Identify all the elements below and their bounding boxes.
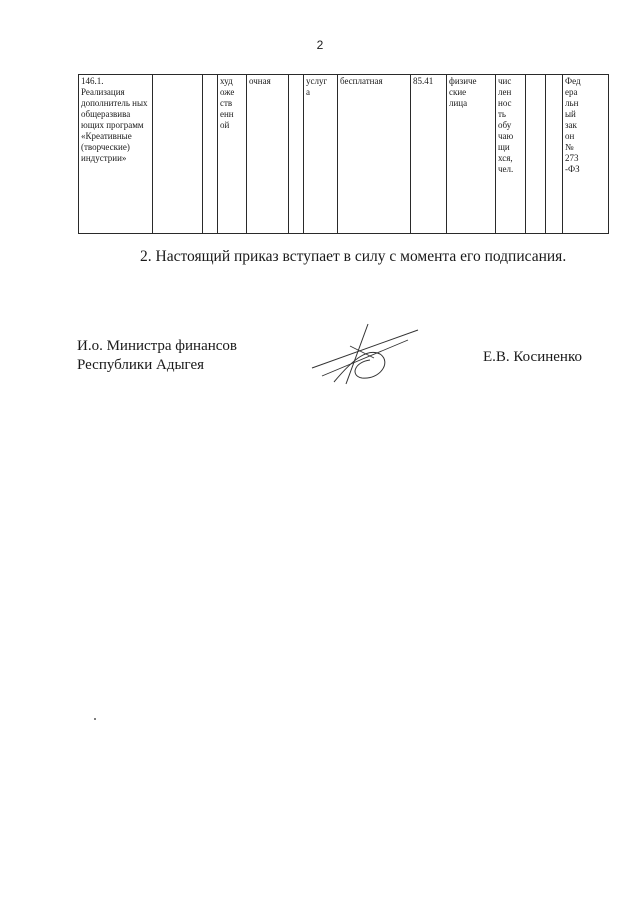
table-cell — [153, 75, 203, 234]
cell-consumers: физиче ские лица — [447, 75, 496, 234]
scan-speck — [94, 718, 96, 720]
registry-table — [78, 74, 609, 234]
cell-code: 85.41 — [411, 75, 447, 234]
table-cell — [203, 75, 218, 234]
cell-indicator: чис лен нос ть обу чаю щи хся, чел. — [496, 75, 526, 234]
signatory-position: И.о. Министра финансов Республики Адыгея — [77, 338, 238, 373]
handwritten-signature — [310, 318, 422, 388]
table-cell — [546, 75, 563, 234]
cell-direction: худ оже ств енн ой — [218, 75, 247, 234]
cell-form: очная — [247, 75, 289, 234]
table-cell — [526, 75, 546, 234]
table-cell — [289, 75, 304, 234]
page-number: 2 — [316, 38, 324, 52]
order-effective-text: 2. Настоящий приказ вступает в силу с момента его подписания. — [140, 248, 567, 265]
signatory-name: Е.В. Косиненко — [483, 349, 582, 365]
cell-legal-basis: Фед ера льн ый зак он № 273 -ФЗ — [563, 75, 609, 234]
cell-payment: бесплатная — [338, 75, 411, 234]
cell-type: услуг а — [304, 75, 338, 234]
table-row — [79, 75, 609, 234]
cell-program-name: 146.1. Реализация дополнитель ных общеразвива ющих программ «Креативные (творческие) индустрии» — [79, 75, 153, 234]
